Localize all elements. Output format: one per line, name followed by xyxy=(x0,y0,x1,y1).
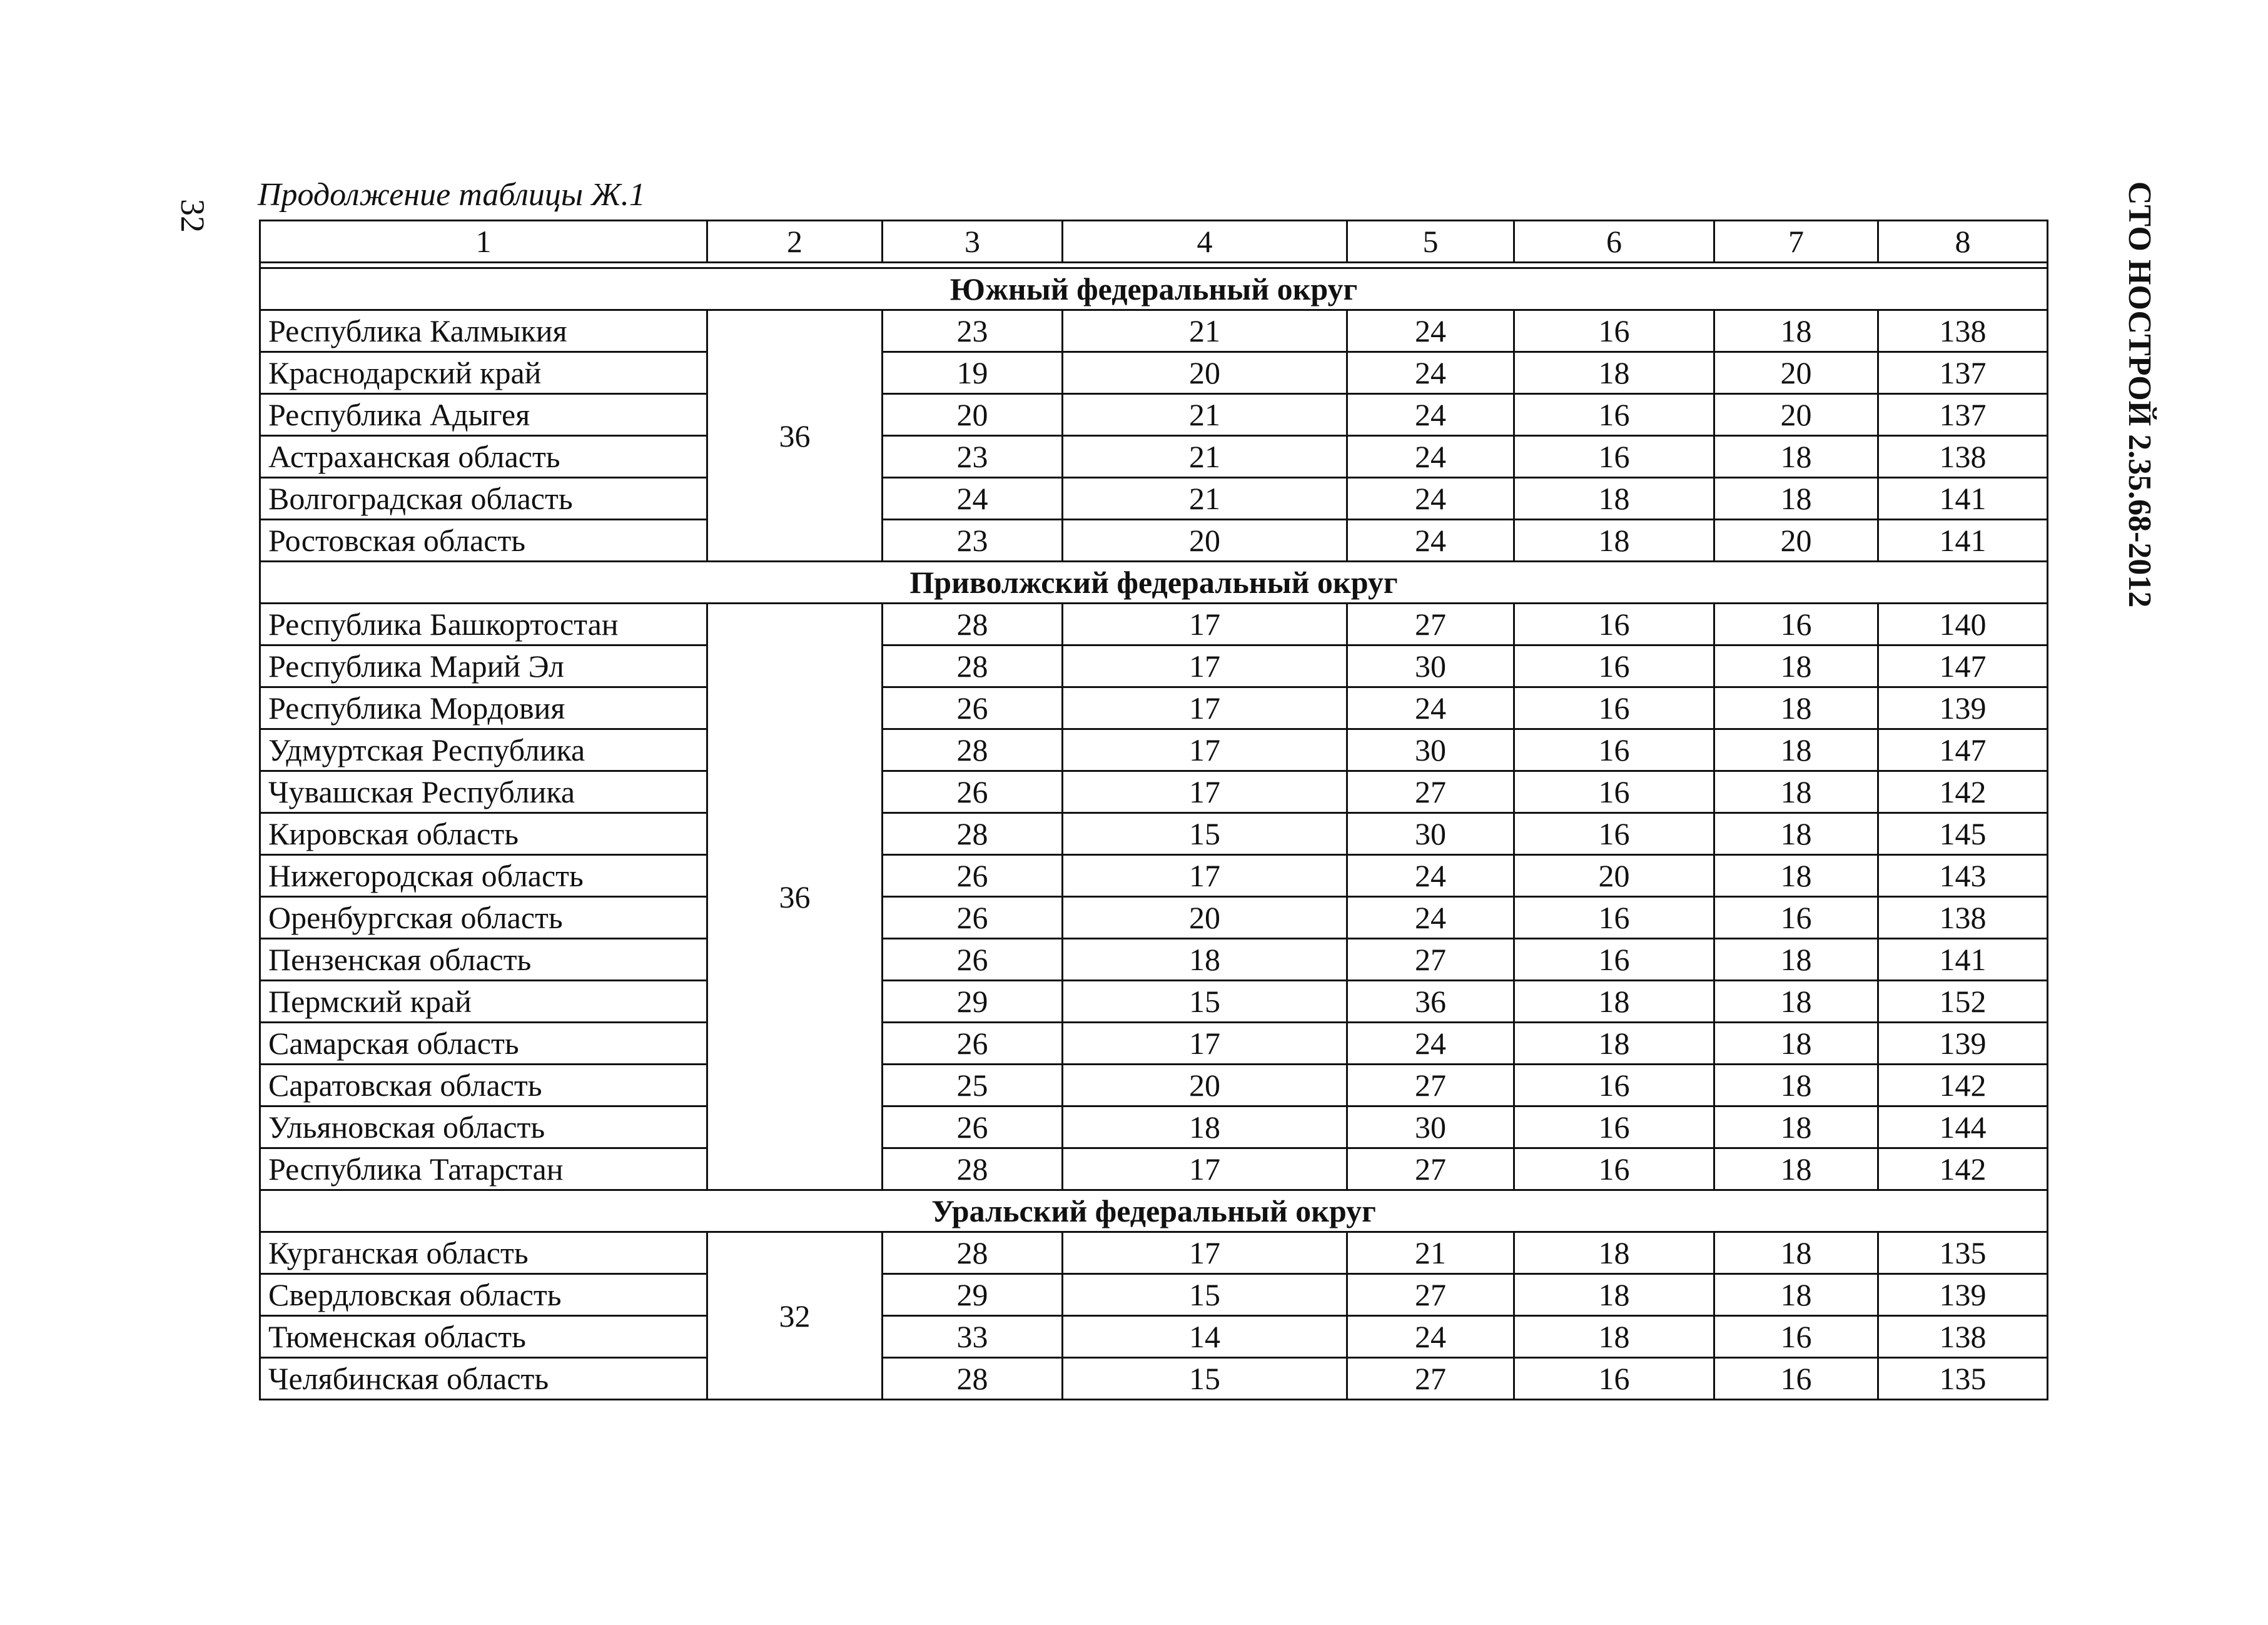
value-cell: 17 xyxy=(1063,604,1347,645)
value-cell: 18 xyxy=(1714,436,1878,478)
column-number: 8 xyxy=(1878,221,2048,263)
value-cell: 24 xyxy=(1347,310,1514,352)
value-cell: 21 xyxy=(1063,478,1347,520)
value-cell: 18 xyxy=(1714,478,1878,520)
value-cell: 16 xyxy=(1514,604,1714,645)
value-cell: 21 xyxy=(1063,394,1347,436)
table-row xyxy=(260,1274,2048,1316)
table-row xyxy=(260,687,2048,729)
value-cell: 28 xyxy=(883,729,1063,771)
value-cell: 141 xyxy=(1878,939,2048,981)
value-cell: 139 xyxy=(1878,687,2048,729)
value-cell: 20 xyxy=(883,394,1063,436)
value-cell: 27 xyxy=(1347,939,1514,981)
column-number: 6 xyxy=(1514,221,1714,263)
value-cell: 17 xyxy=(1063,729,1347,771)
value-cell: 24 xyxy=(1347,855,1514,897)
value-cell: 20 xyxy=(1063,1065,1347,1106)
value-cell: 16 xyxy=(1514,813,1714,855)
value-cell: 137 xyxy=(1878,352,2048,394)
region-name: Республика Татарстан xyxy=(260,1148,707,1190)
value-cell: 138 xyxy=(1878,436,2048,478)
value-cell: 18 xyxy=(1714,1023,1878,1065)
table-row xyxy=(260,981,2048,1023)
header-double-rule xyxy=(260,263,2048,268)
value-cell: 36 xyxy=(1347,981,1514,1023)
value-cell: 142 xyxy=(1878,1065,2048,1106)
value-cell: 18 xyxy=(1514,478,1714,520)
value-cell: 14 xyxy=(1063,1316,1347,1358)
value-cell: 26 xyxy=(883,855,1063,897)
data-table xyxy=(259,220,2048,1400)
value-cell: 18 xyxy=(1714,855,1878,897)
column-number: 4 xyxy=(1063,221,1347,263)
value-cell: 18 xyxy=(1714,1065,1878,1106)
page-number: 32 xyxy=(174,199,211,233)
column-number: 2 xyxy=(707,221,883,263)
group-value: 32 xyxy=(707,1232,883,1400)
column-number: 3 xyxy=(883,221,1063,263)
value-cell: 17 xyxy=(1063,687,1347,729)
value-cell: 27 xyxy=(1347,604,1514,645)
value-cell: 18 xyxy=(1514,981,1714,1023)
table-row xyxy=(260,1065,2048,1106)
table-row xyxy=(260,729,2048,771)
value-cell: 147 xyxy=(1878,645,2048,687)
value-cell: 142 xyxy=(1878,1148,2048,1190)
value-cell: 141 xyxy=(1878,520,2048,562)
region-name: Курганская область xyxy=(260,1232,707,1274)
region-name: Республика Адыгея xyxy=(260,394,707,436)
table-row xyxy=(260,478,2048,520)
value-cell: 25 xyxy=(883,1065,1063,1106)
section-header-row xyxy=(260,268,2048,310)
value-cell: 18 xyxy=(1714,1148,1878,1190)
group-value: 36 xyxy=(707,310,883,562)
region-name: Кировская область xyxy=(260,813,707,855)
value-cell: 24 xyxy=(1347,1316,1514,1358)
table-row xyxy=(260,855,2048,897)
value-cell: 20 xyxy=(1714,520,1878,562)
value-cell: 18 xyxy=(1714,1106,1878,1148)
value-cell: 21 xyxy=(1063,310,1347,352)
value-cell: 16 xyxy=(1514,394,1714,436)
value-cell: 28 xyxy=(883,1148,1063,1190)
value-cell: 29 xyxy=(883,1274,1063,1316)
table-caption: Продолжение таблицы Ж.1 xyxy=(258,177,645,213)
column-number: 5 xyxy=(1347,221,1514,263)
value-cell: 17 xyxy=(1063,855,1347,897)
value-cell: 21 xyxy=(1063,436,1347,478)
column-number: 1 xyxy=(260,221,707,263)
value-cell: 26 xyxy=(883,1023,1063,1065)
value-cell: 20 xyxy=(1063,897,1347,939)
value-cell: 24 xyxy=(1347,897,1514,939)
table-row xyxy=(260,771,2048,813)
table-row xyxy=(260,520,2048,562)
value-cell: 16 xyxy=(1514,1148,1714,1190)
column-number-row xyxy=(260,221,2048,263)
value-cell: 20 xyxy=(1714,352,1878,394)
region-name: Свердловская область xyxy=(260,1274,707,1316)
value-cell: 20 xyxy=(1063,352,1347,394)
value-cell: 18 xyxy=(1514,1232,1714,1274)
section-title: Приволжский федеральный округ xyxy=(260,562,2048,604)
section-title: Уральский федеральный округ xyxy=(260,1190,2048,1232)
value-cell: 26 xyxy=(883,939,1063,981)
value-cell: 27 xyxy=(1347,1358,1514,1400)
value-cell: 24 xyxy=(1347,352,1514,394)
value-cell: 16 xyxy=(1514,645,1714,687)
value-cell: 20 xyxy=(1714,394,1878,436)
region-name: Республика Башкортостан xyxy=(260,604,707,645)
value-cell: 18 xyxy=(1063,1106,1347,1148)
table-row xyxy=(260,1316,2048,1358)
table-row xyxy=(260,394,2048,436)
value-cell: 18 xyxy=(1514,1023,1714,1065)
table-row xyxy=(260,352,2048,394)
value-cell: 28 xyxy=(883,604,1063,645)
section-header-row xyxy=(260,1190,2048,1232)
value-cell: 16 xyxy=(1514,729,1714,771)
value-cell: 15 xyxy=(1063,1358,1347,1400)
value-cell: 138 xyxy=(1878,897,2048,939)
table-row xyxy=(260,645,2048,687)
value-cell: 26 xyxy=(883,687,1063,729)
value-cell: 17 xyxy=(1063,645,1347,687)
value-cell: 24 xyxy=(1347,1023,1514,1065)
value-cell: 24 xyxy=(1347,394,1514,436)
value-cell: 24 xyxy=(1347,478,1514,520)
value-cell: 17 xyxy=(1063,771,1347,813)
value-cell: 18 xyxy=(1714,939,1878,981)
value-cell: 138 xyxy=(1878,1316,2048,1358)
value-cell: 137 xyxy=(1878,394,2048,436)
value-cell: 18 xyxy=(1514,520,1714,562)
value-cell: 30 xyxy=(1347,813,1514,855)
value-cell: 26 xyxy=(883,897,1063,939)
value-cell: 18 xyxy=(1063,939,1347,981)
value-cell: 141 xyxy=(1878,478,2048,520)
section-title: Южный федеральный округ xyxy=(260,268,2048,310)
region-name: Тюменская область xyxy=(260,1316,707,1358)
value-cell: 26 xyxy=(883,1106,1063,1148)
value-cell: 24 xyxy=(1347,436,1514,478)
table-row xyxy=(260,436,2048,478)
value-cell: 144 xyxy=(1878,1106,2048,1148)
value-cell: 16 xyxy=(1714,604,1878,645)
region-name: Нижегородская область xyxy=(260,855,707,897)
region-name: Республика Калмыкия xyxy=(260,310,707,352)
value-cell: 33 xyxy=(883,1316,1063,1358)
value-cell: 15 xyxy=(1063,813,1347,855)
value-cell: 27 xyxy=(1347,1148,1514,1190)
region-name: Республика Марий Эл xyxy=(260,645,707,687)
value-cell: 15 xyxy=(1063,981,1347,1023)
value-cell: 21 xyxy=(1347,1232,1514,1274)
table-row xyxy=(260,1148,2048,1190)
value-cell: 16 xyxy=(1514,897,1714,939)
value-cell: 138 xyxy=(1878,310,2048,352)
region-name: Пензенская область xyxy=(260,939,707,981)
region-name: Оренбургская область xyxy=(260,897,707,939)
column-number: 7 xyxy=(1714,221,1878,263)
document-code: СТО НОСТРОЙ 2.35.68-2012 xyxy=(2122,181,2157,608)
value-cell: 143 xyxy=(1878,855,2048,897)
value-cell: 17 xyxy=(1063,1023,1347,1065)
region-name: Саратовская область xyxy=(260,1065,707,1106)
region-name: Пермский край xyxy=(260,981,707,1023)
region-name: Краснодарский край xyxy=(260,352,707,394)
value-cell: 30 xyxy=(1347,645,1514,687)
region-name: Чувашская Республика xyxy=(260,771,707,813)
value-cell: 16 xyxy=(1514,1065,1714,1106)
value-cell: 16 xyxy=(1714,1358,1878,1400)
section-header-row xyxy=(260,562,2048,604)
value-cell: 16 xyxy=(1714,1316,1878,1358)
value-cell: 30 xyxy=(1347,1106,1514,1148)
value-cell: 18 xyxy=(1714,310,1878,352)
value-cell: 18 xyxy=(1714,1232,1878,1274)
value-cell: 16 xyxy=(1514,939,1714,981)
value-cell: 23 xyxy=(883,310,1063,352)
value-cell: 28 xyxy=(883,1232,1063,1274)
region-name: Ростовская область xyxy=(260,520,707,562)
value-cell: 147 xyxy=(1878,729,2048,771)
value-cell: 28 xyxy=(883,813,1063,855)
value-cell: 18 xyxy=(1714,981,1878,1023)
value-cell: 20 xyxy=(1514,855,1714,897)
table-row xyxy=(260,1232,2048,1274)
value-cell: 18 xyxy=(1714,771,1878,813)
group-value: 36 xyxy=(707,604,883,1190)
value-cell: 18 xyxy=(1514,1316,1714,1358)
value-cell: 140 xyxy=(1878,604,2048,645)
table-row xyxy=(260,1023,2048,1065)
value-cell: 16 xyxy=(1714,897,1878,939)
value-cell: 145 xyxy=(1878,813,2048,855)
value-cell: 15 xyxy=(1063,1274,1347,1316)
value-cell: 18 xyxy=(1714,645,1878,687)
value-cell: 28 xyxy=(883,1358,1063,1400)
table-row xyxy=(260,813,2048,855)
value-cell: 23 xyxy=(883,436,1063,478)
value-cell: 135 xyxy=(1878,1358,2048,1400)
value-cell: 142 xyxy=(1878,771,2048,813)
value-cell: 135 xyxy=(1878,1232,2048,1274)
region-name: Ульяновская область xyxy=(260,1106,707,1148)
value-cell: 16 xyxy=(1514,771,1714,813)
value-cell: 27 xyxy=(1347,771,1514,813)
table-row xyxy=(260,1106,2048,1148)
value-cell: 16 xyxy=(1514,436,1714,478)
value-cell: 24 xyxy=(1347,687,1514,729)
value-cell: 16 xyxy=(1514,687,1714,729)
region-name: Астраханская область xyxy=(260,436,707,478)
region-name: Челябинская область xyxy=(260,1358,707,1400)
value-cell: 18 xyxy=(1714,1274,1878,1316)
region-name: Республика Мордовия xyxy=(260,687,707,729)
value-cell: 20 xyxy=(1063,520,1347,562)
value-cell: 19 xyxy=(883,352,1063,394)
value-cell: 139 xyxy=(1878,1023,2048,1065)
value-cell: 27 xyxy=(1347,1065,1514,1106)
region-name: Удмуртская Республика xyxy=(260,729,707,771)
value-cell: 17 xyxy=(1063,1232,1347,1274)
table-row xyxy=(260,1358,2048,1400)
value-cell: 16 xyxy=(1514,310,1714,352)
value-cell: 27 xyxy=(1347,1274,1514,1316)
value-cell: 24 xyxy=(1347,520,1514,562)
table-row xyxy=(260,939,2048,981)
value-cell: 18 xyxy=(1514,1274,1714,1316)
region-name: Волгоградская область xyxy=(260,478,707,520)
value-cell: 18 xyxy=(1714,687,1878,729)
table-row xyxy=(260,604,2048,645)
value-cell: 30 xyxy=(1347,729,1514,771)
value-cell: 29 xyxy=(883,981,1063,1023)
value-cell: 17 xyxy=(1063,1148,1347,1190)
table-row xyxy=(260,310,2048,352)
table-row xyxy=(260,897,2048,939)
value-cell: 16 xyxy=(1514,1358,1714,1400)
value-cell: 152 xyxy=(1878,981,2048,1023)
region-name: Самарская область xyxy=(260,1023,707,1065)
value-cell: 28 xyxy=(883,645,1063,687)
value-cell: 26 xyxy=(883,771,1063,813)
value-cell: 18 xyxy=(1514,352,1714,394)
value-cell: 23 xyxy=(883,520,1063,562)
value-cell: 18 xyxy=(1714,813,1878,855)
value-cell: 139 xyxy=(1878,1274,2048,1316)
value-cell: 16 xyxy=(1514,1106,1714,1148)
value-cell: 18 xyxy=(1714,729,1878,771)
value-cell: 24 xyxy=(883,478,1063,520)
